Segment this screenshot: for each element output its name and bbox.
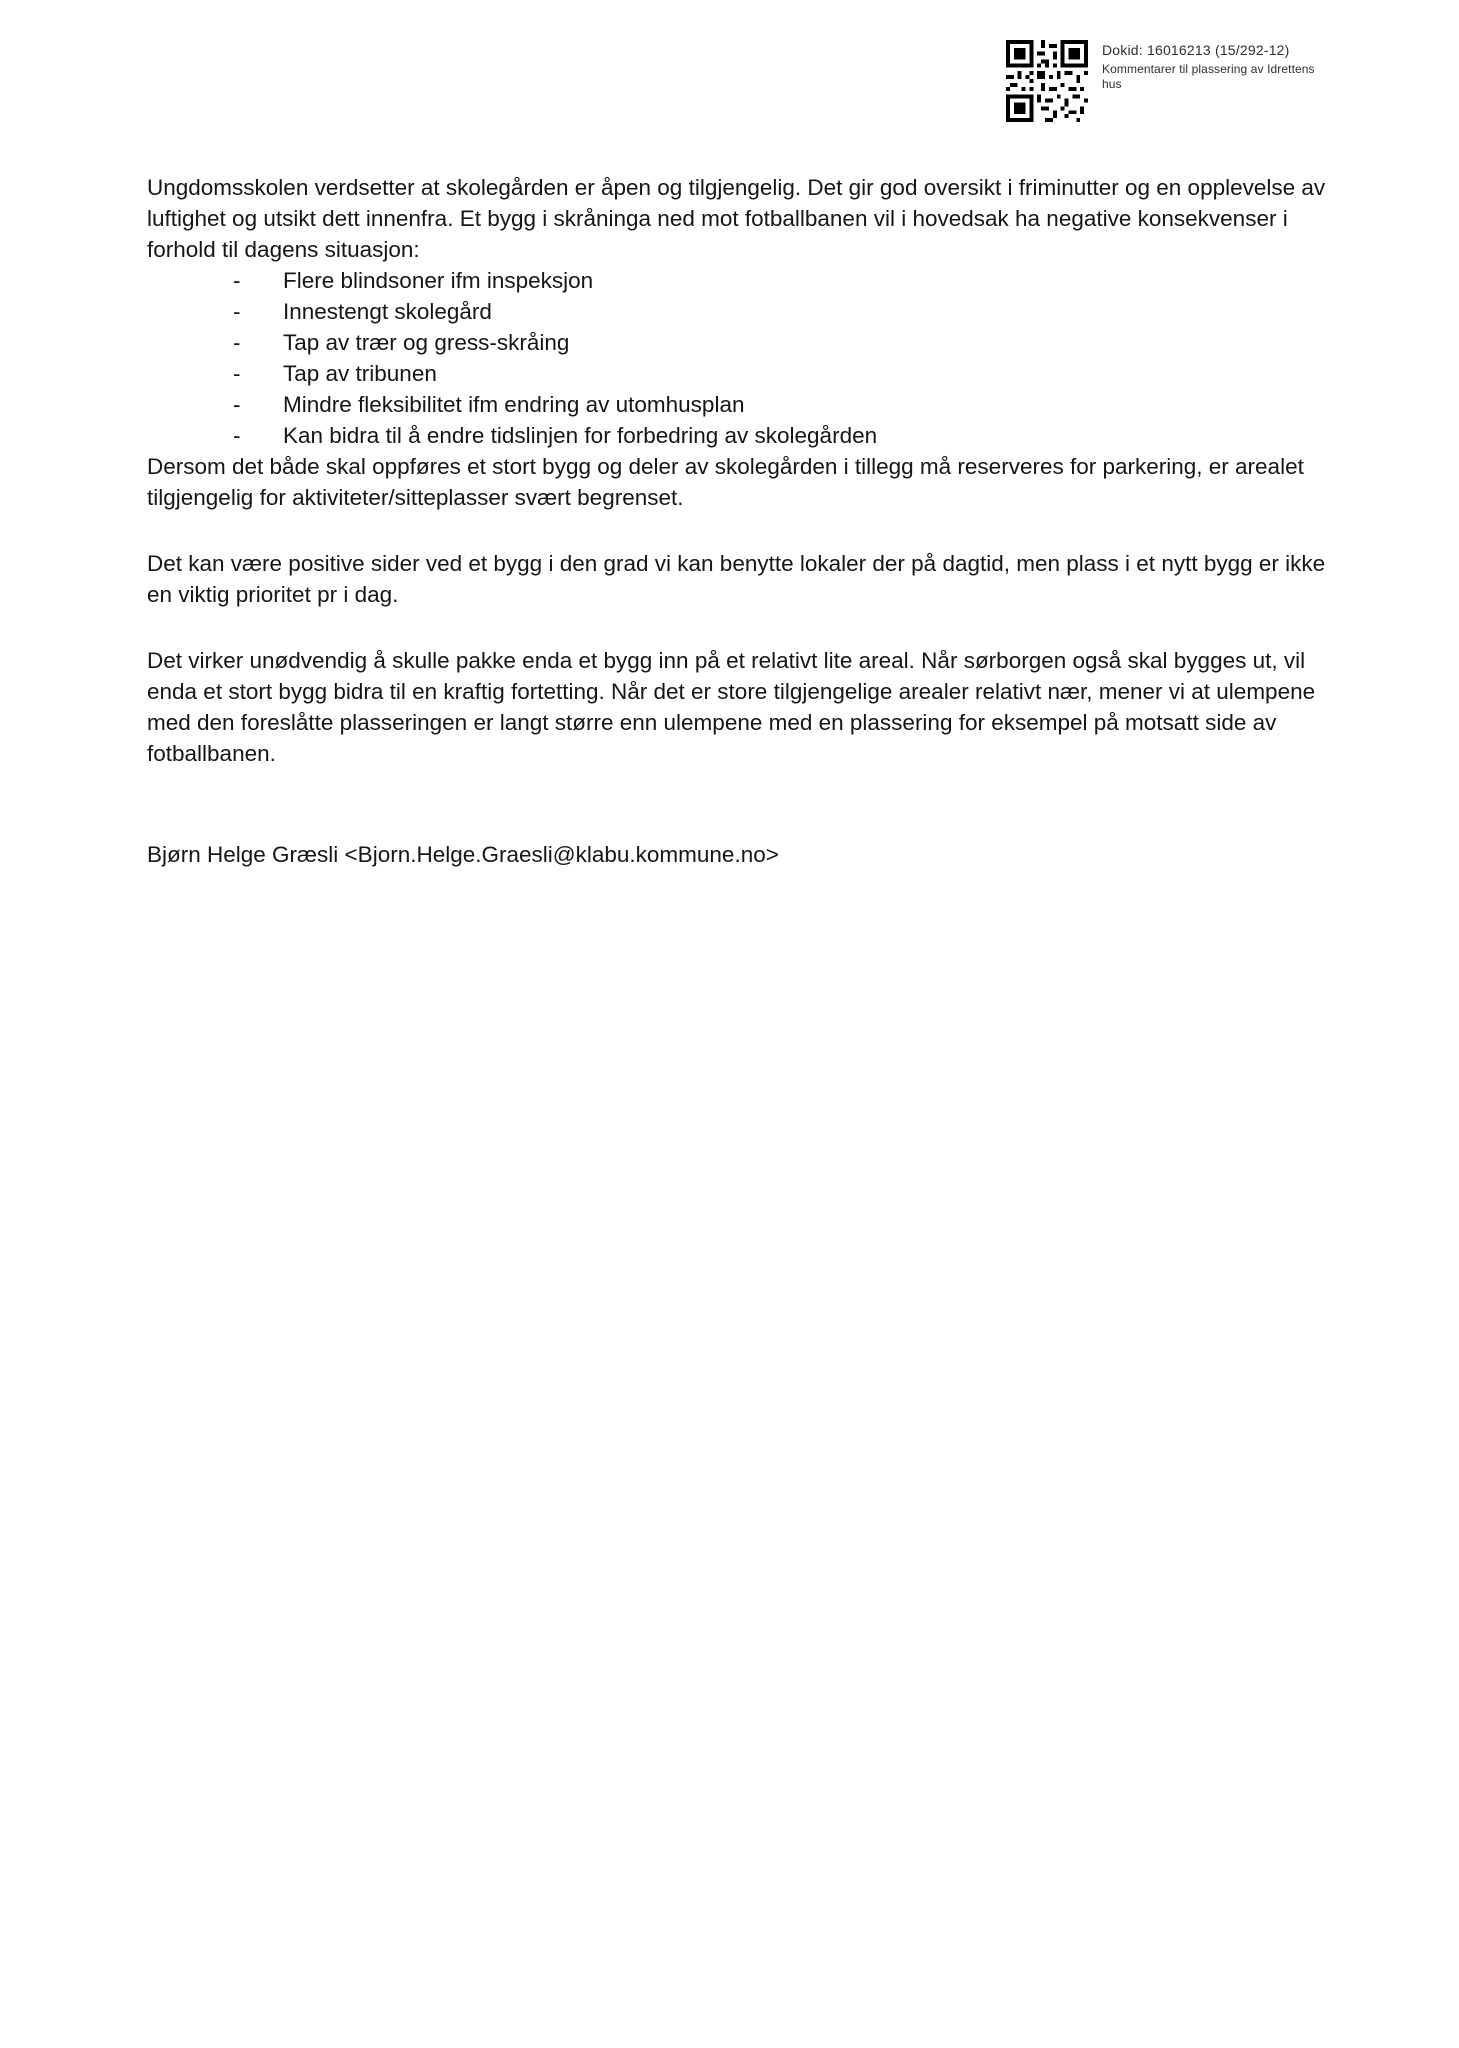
dash-marker: - — [233, 423, 241, 448]
signature-line: Bjørn Helge Græsli <Bjorn.Helge.Graesli@klabu.kommune.no> — [147, 842, 779, 867]
qr-code-icon — [1006, 40, 1088, 122]
list-item — [147, 389, 1327, 420]
list-item-text: Tap av trær og gress-skråing — [283, 330, 570, 355]
archive-stamp — [1006, 40, 1332, 122]
consequence-list — [147, 265, 1327, 451]
dash-marker: - — [233, 268, 241, 293]
dash-marker: - — [233, 361, 241, 386]
list-item-text: Mindre fleksibilitet ifm endring av utomhusplan — [283, 392, 745, 417]
list-item-text: Innestengt skolegård — [283, 299, 492, 324]
stamp-subject: Kommentarer til plassering av Idrettens hus — [1102, 62, 1315, 91]
list-item — [147, 420, 1327, 451]
stamp-text — [1102, 40, 1332, 92]
paragraph-positive: Det kan være positive sider ved et bygg i den grad vi kan benytte lokaler der på dagtid, men plass i et nytt bygg er ikke en viktig prioritet pr i dag. — [147, 551, 1326, 607]
paragraph-parking: Dersom det både skal oppføres et stort bygg og deler av skolegården i tillegg må reserveres for parkering, er arealet tilgjengelig for aktiviteter/sitteplasser svært begrenset. — [147, 454, 1304, 510]
list-item — [147, 296, 1327, 327]
list-item-text: Kan bidra til å endre tidslinjen for forbedring av skolegården — [283, 423, 878, 448]
list-item — [147, 358, 1327, 389]
dash-marker: - — [233, 299, 241, 324]
letter-body — [147, 172, 1327, 870]
list-item-text: Tap av tribunen — [283, 361, 437, 386]
paragraph-situation: Ungdomsskolen verdsetter at skolegården er åpen og tilgjengelig. Det gir god oversikt i friminutter og en opplevelse av luftighet og utsikt dett innenfra. Et bygg i skråninga ned mot fotballbanen vil i hovedsak ha negative konsekvenser i forhold til dagens situasjon: — [147, 175, 1326, 262]
list-item — [147, 265, 1327, 296]
dash-marker: - — [233, 392, 241, 417]
list-item — [147, 327, 1327, 358]
stamp-dokid: Dokid: 16016213 (15/292-12) — [1102, 42, 1290, 58]
list-item-text: Flere blindsoner ifm inspeksjon — [283, 268, 594, 293]
dash-marker: - — [233, 330, 241, 355]
paragraph-placement: Det virker unødvendig å skulle pakke enda et bygg inn på et relativt lite areal. Når sørborgen også skal bygges ut, vil enda et stort bygg bidra til en kraftig fortetting. Når det er store tilgjengelige arealer relativt nær, mener vi at ulempene med den foreslåtte plasseringen er langt større enn ulempene med en plassering for eksempel på motsatt side av fotballbanen. — [147, 648, 1316, 766]
